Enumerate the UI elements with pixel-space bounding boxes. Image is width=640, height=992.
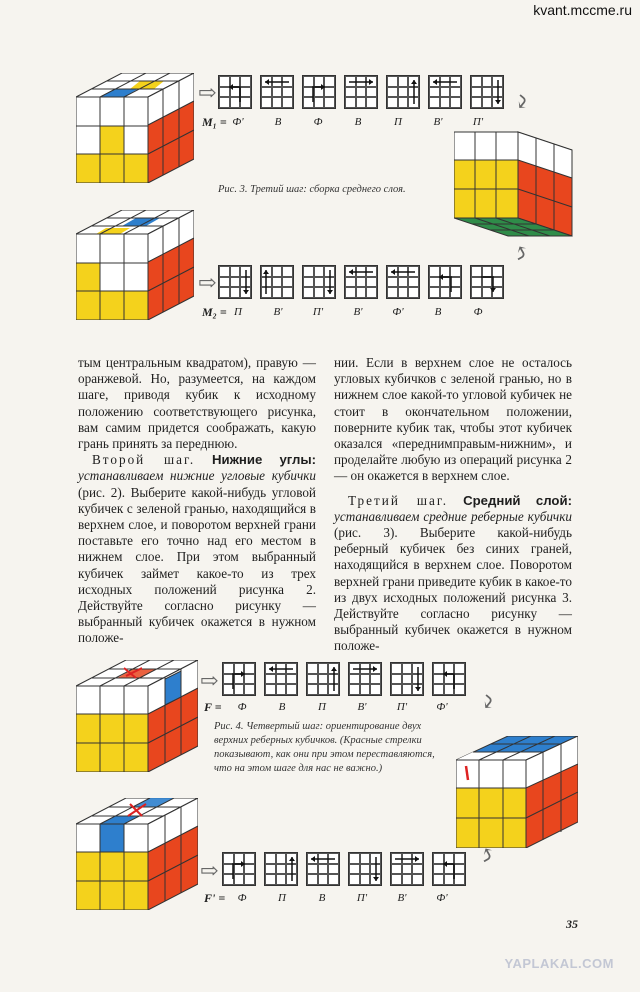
step-prefix: Третий шаг. <box>348 492 449 508</box>
page-number: 35 <box>566 917 578 931</box>
move-diagram <box>260 75 294 109</box>
step-body: Выберите какой-нибудь реберный кубичек без синих граней, находящийся в верхнем слое. Поворотом верхней грани приведите кубик в какое-то из двух исходных положений рисунка 3. Действуйте согласно рисунку — выбранный кубичек окажется в нужном положе- <box>334 525 573 654</box>
arrow-right-icon: ⇨ <box>200 668 219 693</box>
move-diagram <box>432 852 466 886</box>
fig3-caption: Рис. 3. Третий шаг: сборка среднего слоя. <box>218 184 406 195</box>
paragraph: тым центральным квадратом), правую — оранжевой. Но, разумеется, на каждом шаге, приводя кубик к исходному положению соответствующего рисунка, вам самим придется соображать, какую грань принять за переднюю. <box>78 355 316 452</box>
move-label: Ф' <box>436 892 448 904</box>
move-label: В <box>318 892 326 904</box>
move-diagram <box>306 852 340 886</box>
move-diagram <box>348 662 382 696</box>
m1-label: M₁ = <box>202 115 227 129</box>
move-label: В' <box>353 306 363 318</box>
fig3-m1-sequence <box>218 75 504 109</box>
arrow-right-icon: ⇨ <box>198 80 217 105</box>
move-label: В' <box>273 306 283 318</box>
curved-arrow-icon: ⤴ <box>472 839 502 871</box>
cube-fig4-result <box>456 736 578 848</box>
step-subtitle: устанавливаем нижние угловые кубички <box>78 468 316 484</box>
move-diagram <box>302 75 336 109</box>
move-label: П' <box>396 701 408 713</box>
move-label: Ф' <box>436 701 448 713</box>
m2-moves <box>218 306 498 318</box>
fig4-caption <box>214 720 454 776</box>
move-diagram <box>390 852 424 886</box>
text-column-right <box>334 355 572 655</box>
move-diagram <box>302 265 336 299</box>
move-label: В <box>354 116 362 128</box>
move-diagram <box>344 75 378 109</box>
curved-arrow-icon: ⤵ <box>472 687 503 719</box>
move-diagram <box>222 662 256 696</box>
move-label: Ф <box>313 116 323 128</box>
paragraph <box>334 493 572 655</box>
cube-fig3-bottom <box>76 210 194 320</box>
f2-label: F' = <box>204 891 226 905</box>
move-label: Ф <box>237 701 247 713</box>
move-diagram <box>428 75 462 109</box>
move-label: П <box>278 892 286 904</box>
figure-ref: (рис. 3). <box>334 525 398 541</box>
arrow-right-icon: ⇨ <box>200 858 219 883</box>
site-url[interactable]: kvant.mccme.ru <box>533 2 632 18</box>
move-diagram <box>386 265 420 299</box>
move-label: В <box>278 701 286 713</box>
fig3-m2-sequence <box>218 265 504 299</box>
move-label: П <box>394 116 402 128</box>
cube-fig3-result <box>454 128 578 242</box>
m1-moves <box>218 116 498 128</box>
move-label: П <box>234 306 242 318</box>
move-diagram <box>390 662 424 696</box>
move-label: П' <box>356 892 368 904</box>
m2-label: M₂ = <box>202 305 227 319</box>
move-diagram <box>260 265 294 299</box>
move-diagram <box>348 852 382 886</box>
cube-fig3-top <box>76 73 194 183</box>
paragraph: нии. Если в верхнем слое не осталось угловых кубичков с зеленой гранью, но в нижнем слое какой-то угловой кубичек не стоит в окончательном положении, поверните кубик так, чтобы этот кубичек оказался «переднимправым-нижним», и проделайте любую из операций рисунка 2 — он окажется в верхнем слое. <box>334 355 572 484</box>
move-diagram <box>432 662 466 696</box>
step-body: Выберите какой-нибудь угловой кубичек с зеленой гранью, находящийся в верхнем слое, и поворотом верхней грани поставьте его точно над его местом в нижнем слое. При этом выбранный кубичек займет какое-то из трех исходных положений рисунка 2. Действуйте согласно рисунку — выбранный кубичек окажется в нужном положе- <box>78 484 316 646</box>
move-label: В' <box>397 892 407 904</box>
move-label: Ф <box>473 306 483 318</box>
move-diagram <box>428 265 462 299</box>
move-label: В <box>274 116 282 128</box>
f1-label: F = <box>204 700 222 714</box>
step-title: Нижние углы: <box>211 452 316 468</box>
arrow-right-icon: ⇨ <box>198 270 217 295</box>
move-diagram <box>470 75 504 109</box>
paragraph <box>78 452 316 646</box>
move-label: Ф <box>237 892 247 904</box>
move-diagram <box>386 75 420 109</box>
curved-arrow-icon: ⤵ <box>506 87 537 119</box>
fig4-caption-note: (Красные стрелки показывают, как они при этом переставляются, что на этом шаге для нас не важно.) <box>214 735 435 774</box>
move-diagram <box>218 75 252 109</box>
move-diagram <box>222 852 256 886</box>
move-diagram <box>344 265 378 299</box>
watermark: YAPLAKAL.COM <box>504 956 614 971</box>
move-label: Ф' <box>392 306 404 318</box>
fig4-f2-sequence <box>222 852 466 886</box>
move-label: В <box>434 306 442 318</box>
move-diagram <box>470 265 504 299</box>
f1-moves <box>222 701 462 713</box>
f2-moves <box>222 892 462 904</box>
move-diagram <box>218 265 252 299</box>
cube-fig4-top <box>76 660 198 772</box>
figure-ref: (рис. 2). <box>78 484 126 500</box>
move-label: П' <box>312 306 324 318</box>
move-label: В' <box>433 116 443 128</box>
move-diagram <box>306 662 340 696</box>
fig4-f1-sequence <box>222 662 466 696</box>
curved-arrow-icon: ⤴ <box>506 237 536 269</box>
move-label: Ф' <box>232 116 244 128</box>
move-diagram <box>264 852 298 886</box>
move-label: П <box>318 701 326 713</box>
step-subtitle: устанавливаем средние реберные кубички <box>334 508 572 524</box>
move-label: П' <box>472 116 484 128</box>
text-column-left <box>78 355 316 647</box>
fig4-caption-title: Рис. 4. Четвертый шаг: ориентирование двух верхних реберных кубичков. <box>214 721 422 746</box>
move-label: В' <box>357 701 367 713</box>
cube-fig4-bottom <box>76 798 198 910</box>
step-prefix: Второй шаг. <box>92 452 196 468</box>
move-diagram <box>264 662 298 696</box>
step-title: Средний слой: <box>463 492 572 508</box>
